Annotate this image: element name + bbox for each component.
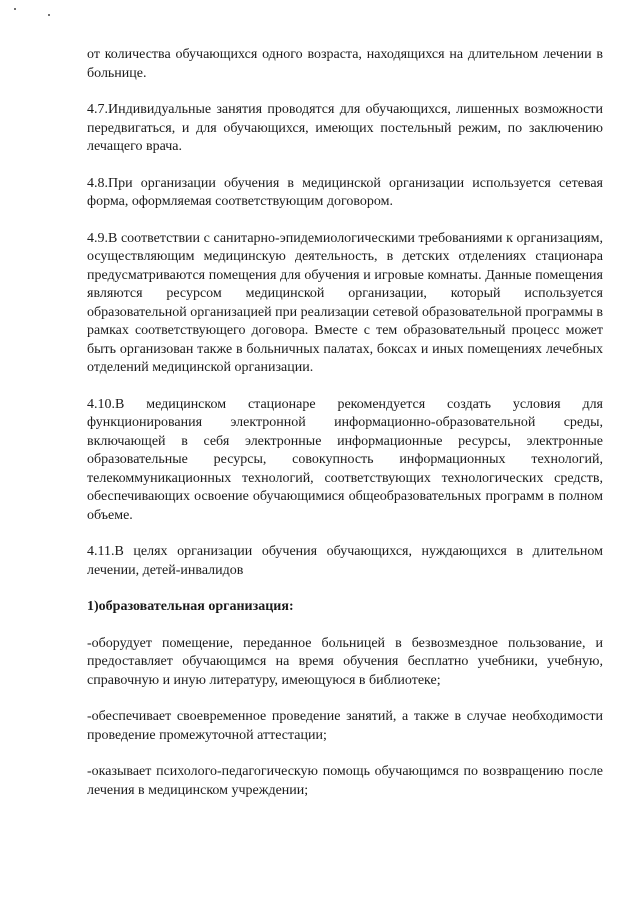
document-page — [87, 46, 603, 800]
paragraph-4-7: 4.7.Индивидуальные занятия проводятся для обучающихся, лишенных возможности передвигаться, и для обучающихся, имеющих постельный режим, по заключению лечащего врача. — [87, 102, 603, 154]
paragraph-4-8: 4.8.При организации обучения в медицинской организации используется сетевая форма, оформляемая соответствующим договором. — [87, 175, 603, 209]
paragraph-4-9: 4.9.В соответствии с санитарно-эпидемиологическими требованиями к организациям, осуществляющим медицинскую деятельность, в детских отделениях стационара предусматриваются помещения для обучения и игровые комнаты. Данные помещения являются ресурсом медицинской организации, который используется образовательной организацией при реализации сетевой образовательной программы в рамках соответствующего договора. Вместе с тем образовательный процесс может быть организован также в больничных палатах, боксах и иных помещениях лечебных отделений медицинской организации. — [87, 230, 603, 375]
list-item: -обеспечивает своевременное проведение занятий, а также в случае необходимости проведение промежуточной аттестации; — [87, 709, 603, 743]
paragraph-4-11: 4.11.В целях организации обучения обучающихся, нуждающихся в длительном лечении, детей-инвалидов — [87, 544, 603, 578]
scan-speck — [48, 14, 50, 16]
list-item: -оказывает психолого-педагогическую помощь обучающимся по возвращению после лечения в медицинском учреждении; — [87, 764, 603, 798]
scan-speck — [14, 8, 16, 10]
paragraph-4-10: 4.10.В медицинском стационаре рекомендуется создать условия для функционирования электронной информационно-образовательной среды, включающей в себя электронные информационные ресурсы, электронные образовательные ресурсы, совокупность информационных технологий, телекоммуникационных технологий, соответствующих технологических средств, обеспечивающих освоение обучающимися общеобразовательных программ в полном объеме. — [87, 396, 603, 523]
section-heading: 1)образовательная организация: — [87, 599, 294, 614]
list-item: -оборудует помещение, переданное больницей в безвозмездное пользование, и предоставляет обучающимся на время обучения бесплатно учебники, учебную, справочную и иную литературу, имеющуюся в библиотеке; — [87, 635, 603, 688]
paragraph-continuation: от количества обучающихся одного возраста, находящихся на длительном лечении в больнице. — [87, 47, 603, 81]
